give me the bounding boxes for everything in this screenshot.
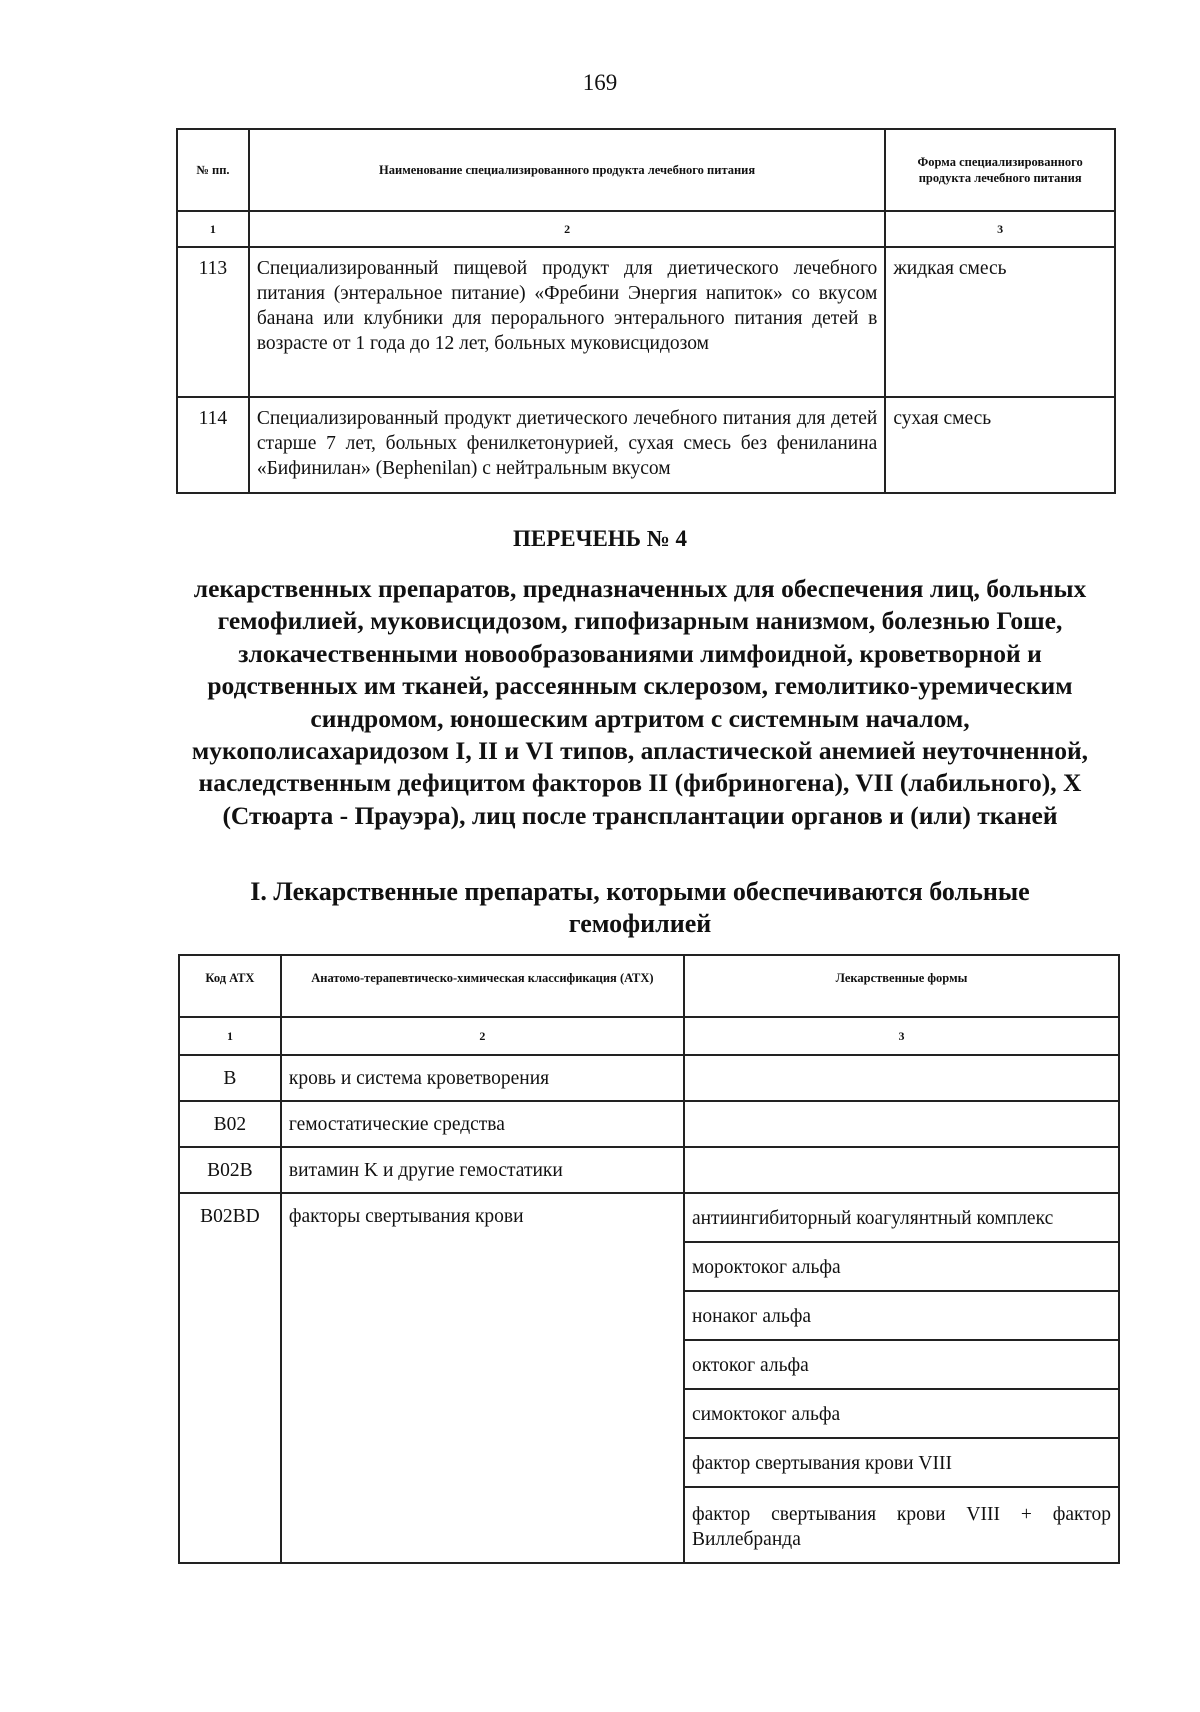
atc-classification: факторы свертывания крови: [281, 1193, 684, 1563]
dosage-form-empty: [684, 1147, 1119, 1193]
table-row: [179, 1193, 1119, 1563]
dosage-form-item: симоктоког альфа: [685, 1390, 1118, 1439]
atc-classification: кровь и система кроветворения: [281, 1055, 684, 1101]
atc-code: B02B: [179, 1147, 281, 1193]
table-row: [179, 1147, 1119, 1193]
column-number: 3: [885, 211, 1115, 247]
header-atc-code: Код АТХ: [179, 955, 281, 1017]
header-atc-classification: Анатомо-терапевтическо-химическая классификация (АТХ): [281, 955, 684, 1017]
page-number: 169: [582, 70, 618, 95]
list-title: ПЕРЕЧЕНЬ № 4: [512, 526, 688, 551]
product-form: жидкая смесь: [885, 247, 1115, 397]
header-dosage-forms: Лекарственные формы: [684, 955, 1119, 1017]
table-row: [179, 1055, 1119, 1101]
table-header-row: [179, 955, 1119, 1017]
dosage-form-item: антиингибиторный коагулянтный комплекс: [685, 1194, 1118, 1243]
header-product-name: Наименование специализированного продукта лечебного питания: [249, 129, 885, 211]
column-number-row: [179, 1017, 1119, 1055]
dosage-form-item: фактор свертывания крови VIII: [685, 1439, 1118, 1488]
atc-classification: витамин K и другие гемостатики: [281, 1147, 684, 1193]
dosage-form-item: фактор свертывания крови VIII + фактор Виллебранда: [691, 1504, 1111, 1550]
header-num: № пп.: [177, 129, 249, 211]
product-name: Специализированный продукт диетического лечебного питания для детей старше 7 лет, больных фенилкетонурией, сухая смесь без фениланина «Бифинилан» (Bephenilan) с нейтральным вкусом: [249, 397, 885, 493]
column-number: 2: [281, 1017, 684, 1055]
dosage-form-empty: [684, 1055, 1119, 1101]
dosage-form-item: нонаког альфа: [685, 1292, 1118, 1341]
atc-code: B02BD: [179, 1193, 281, 1563]
list-subtitle: лекарственных препаратов, предназначенных для обеспечения лиц, больных гемофилией, муковисцидозом, гипофизарным нанизмом, болезнью Гоше, злокачественными новообразованиями лимфоидной, кроветворной и родственных им тканей, рассеянным склерозом, гемолитико-уремическим синдромом, юношеским артритом с системным началом, мукополисахаридозом I, II и VI типов, апластической анемией неуточненной, наследственным дефицитом факторов II (фибриногена), VII (лабильного), X (Стюарта - Прауэра), лиц после трансплантации органов и (или) тканей: [191, 574, 1089, 830]
table-row: [177, 247, 1115, 397]
nutrition-products-table: [176, 128, 1116, 494]
row-number: 114: [177, 397, 249, 493]
dosage-form-empty: [684, 1101, 1119, 1147]
dosage-form-item: мороктоког альфа: [685, 1243, 1118, 1292]
dosage-forms-list: [684, 1193, 1119, 1563]
dosage-form-item: октоког альфа: [685, 1341, 1118, 1390]
column-number: 1: [177, 211, 249, 247]
atc-code: B02: [179, 1101, 281, 1147]
table-row: [179, 1101, 1119, 1147]
section-title: I. Лекарственные препараты, которыми обеспечиваются больные гемофилией: [250, 877, 1030, 938]
table-header-row: [177, 129, 1115, 211]
hemophilia-drugs-table: [178, 954, 1120, 1564]
column-number-row: [177, 211, 1115, 247]
atc-classification: гемостатические средства: [281, 1101, 684, 1147]
product-form: сухая смесь: [885, 397, 1115, 493]
atc-code: B: [179, 1055, 281, 1101]
column-number: 1: [179, 1017, 281, 1055]
column-number: 3: [684, 1017, 1119, 1055]
header-product-form: Форма специализированного продукта лечебного питания: [885, 129, 1115, 211]
column-number: 2: [249, 211, 885, 247]
table-row: [177, 397, 1115, 493]
row-number: 113: [177, 247, 249, 397]
product-name: Специализированный пищевой продукт для диетического лечебного питания (энтеральное питание) «Фребини Энергия напиток» со вкусом банана или клубники для перорального энтерального питания детей в возрасте от 1 года до 12 лет, больных муковисцидозом: [249, 247, 885, 397]
